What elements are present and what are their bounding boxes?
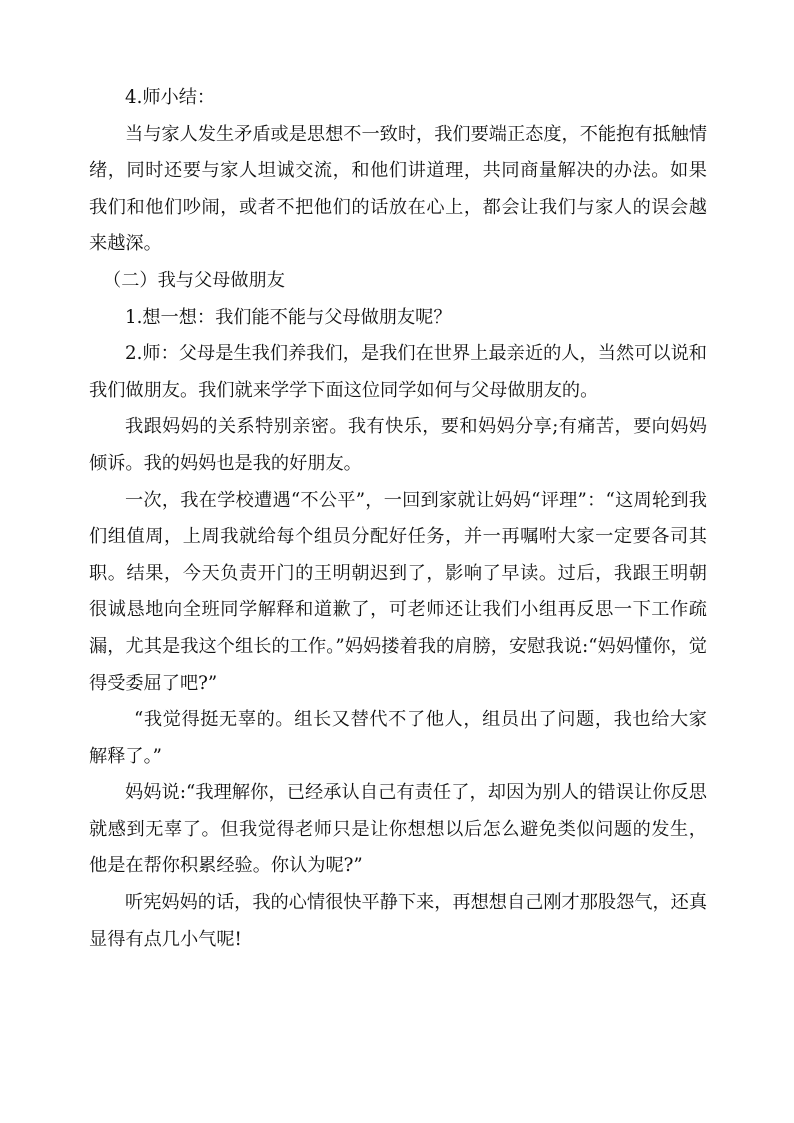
story-paragraph-3: 妈妈说:“我理解你，已经承认自己有责任了，却因为别人的错误让你反思就感到无辜了。但我觉得老师只是让你想想以后怎么避免类似问题的发生，他是在帮你积累经验。你认为呢?” [89, 782, 707, 877]
teacher-paragraph: 2.师：父母是生我们养我们，是我们在世界上最亲近的人，当然可以说和我们做朋友。我们就来学学下面这位同学如何与父母做朋友的。 [89, 343, 707, 401]
summary-paragraph: 当与家人发生矛盾或是思想不一致时，我们要端正态度，不能抱有抵触情绪，同时还要与家人坦诚交流，和他们讲道理，共同商量解决的办法。如果我们和他们吵闹，或者不把他们的话放在心上，都会让我们与家人的误会越来越深。 [89, 123, 708, 255]
story-paragraph-1: 我跟妈妈的关系特别亲密。我有快乐，要和妈妈分享;有痛苦，要向妈妈倾诉。我的妈妈也是我的好朋友。 [89, 416, 707, 474]
think-question: 1.想一想：我们能不能与父母做朋友呢？ [125, 306, 452, 328]
section-summary-heading: 4.师小结： [125, 87, 216, 108]
story-paragraph-4: 听宪妈妈的话，我的心情很快平静下来，再想想自己刚才那股怨气，还真显得有点几小气呢! [89, 892, 708, 950]
document-page [89, 80, 707, 958]
section-two-heading: （二）我与父母做朋友 [103, 269, 285, 291]
story-quote-paragraph: “我觉得挺无辜的。组长又替代不了他人，组员出了问题，我也给大家解释了。” [89, 709, 707, 767]
story-paragraph-2: 一次，我在学校遭遇“不公平”，一回到家就让妈妈“评理”：“这周轮到我们组值周，上周我就给每个组员分配好任务，并一再嘱咐大家一定要各司其职。结果，今天负责开门的王明朝迟到了，影响了早读。过后，我跟王明朝很诚恳地向全班同学解释和道歉了，可老师还让我们小组再反思一下工作疏漏，尤其是我这个组长的工作。”妈妈搂着我的肩膀，安慰我说:“妈妈懂你，觉得受委屈了吧?” [89, 489, 707, 694]
